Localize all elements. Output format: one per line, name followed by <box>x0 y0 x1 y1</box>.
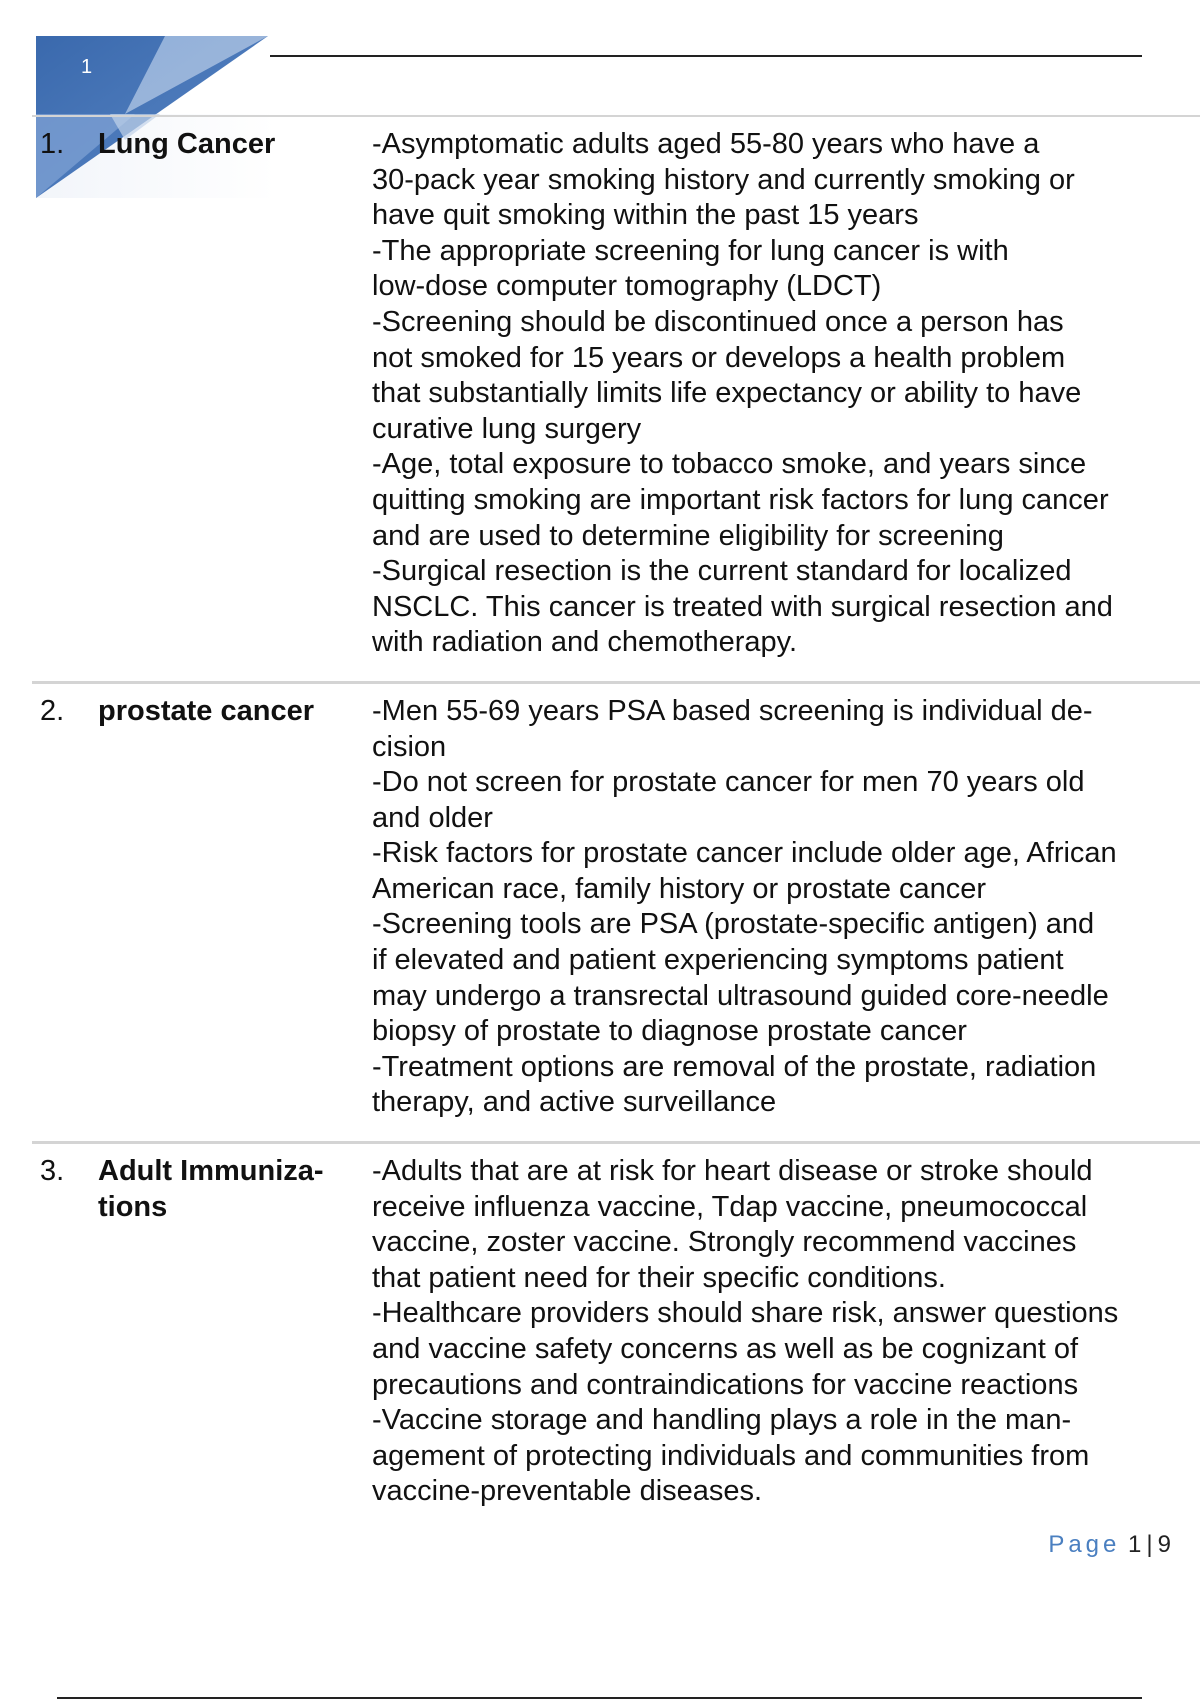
row-description-line: -Screening should be discontinued once a person has <box>372 305 1064 338</box>
row-description-line: that substantially limits life expectancy or ability to have <box>372 377 1082 410</box>
row-description-line: have quit smoking within the past 15 years <box>372 199 919 232</box>
row-description-line: NSCLC. This cancer is treated with surgical resection and <box>372 590 1113 623</box>
row-description <box>372 694 1200 1121</box>
page-footer-label <box>1048 1531 1172 1559</box>
row-description-line: 30-pack year smoking history and currently smoking or <box>372 163 1075 196</box>
row-number: 2. <box>40 694 65 727</box>
row-title <box>98 127 372 661</box>
row-description-line: vaccine-preventable diseases. <box>372 1475 763 1508</box>
row-description-line: -The appropriate screening for lung cancer is with <box>372 234 1009 267</box>
row-description-line: -Vaccine storage and handling plays a role in the man- <box>372 1404 1072 1437</box>
row-number: 3. <box>40 1155 65 1188</box>
row-description-line: not smoked for 15 years or develops a health problem <box>372 341 1066 374</box>
row-description-line: -Do not screen for prostate cancer for men 70 years old <box>372 766 1085 799</box>
row-title <box>98 694 372 1121</box>
row-description-line: and are used to determine eligibility for screening <box>372 519 1004 552</box>
row-description-line: cision <box>372 730 447 763</box>
row-description-line: -Men 55-69 years PSA based screening is individual de- <box>372 694 1093 727</box>
row-title-line: Lung Cancer <box>98 128 276 160</box>
page-total: 9 <box>1157 1531 1172 1558</box>
row-description-line: if elevated and patient experiencing symptoms patient <box>372 944 1064 977</box>
row-description-line: -Asymptomatic adults aged 55-80 years who have a <box>372 128 1040 160</box>
screening-topics-table <box>32 115 1200 1530</box>
row-description-line: receive influenza vaccine, Tdap vaccine, pneumococcal <box>372 1190 1088 1223</box>
row-description-line: may undergo a transrectal ultrasound guided core-needle <box>372 979 1109 1012</box>
row-description-line: quitting smoking are important risk factors for lung cancer <box>372 483 1109 516</box>
row-description-line: vaccine, zoster vaccine. Strongly recommend vaccines <box>372 1226 1077 1259</box>
row-description-line: and vaccine safety concerns as well as be cognizant of <box>372 1333 1079 1365</box>
row-description-line: -Age, total exposure to tobacco smoke, and years since <box>372 448 1087 481</box>
row-description-line: -Risk factors for prostate cancer include older age, African <box>372 837 1117 870</box>
row-description-line: precautions and contraindications for vaccine reactions <box>372 1368 1079 1401</box>
row-description-line: -Screening tools are PSA (prostate-specific antigen) and <box>372 908 1095 941</box>
row-title-line: Adult Immuniza- <box>98 1155 324 1188</box>
row-number: 1. <box>40 128 65 160</box>
row-title-line: tions <box>98 1190 168 1223</box>
row-title-line: prostate cancer <box>98 694 314 727</box>
table-row <box>32 1144 1200 1530</box>
row-description-line: therapy, and active surveillance <box>372 1086 777 1119</box>
row-description <box>372 127 1200 661</box>
row-description-line: American race, family history or prostate cancer <box>372 872 987 905</box>
row-description-line: that patient need for their specific conditions. <box>372 1261 946 1294</box>
row-description-line: -Surgical resection is the current standard for localized <box>372 555 1072 588</box>
table-row <box>32 684 1200 1144</box>
table-row <box>32 117 1200 684</box>
header-rule <box>270 55 1142 57</box>
table-rows <box>32 117 1200 1530</box>
row-description-line: low-dose computer tomography (LDCT) <box>372 270 882 303</box>
row-description-line: biopsy of prostate to diagnose prostate cancer <box>372 1015 967 1048</box>
row-description-line: -Treatment options are removal of the prostate, radiation <box>372 1050 1097 1083</box>
header-page-number: 1 <box>81 56 93 78</box>
row-description-line: curative lung surgery <box>372 412 642 445</box>
row-description-line: agement of protecting individuals and communities from <box>372 1439 1090 1472</box>
row-description <box>372 1154 1200 1510</box>
footer-rule <box>57 1697 1142 1699</box>
page-separator: | <box>1146 1531 1154 1558</box>
page-word: Page <box>1048 1531 1121 1558</box>
row-description-line: -Healthcare providers should share risk, answer questions <box>372 1297 1119 1330</box>
row-description-line: and older <box>372 801 493 834</box>
row-description-line: with radiation and chemotherapy. <box>372 626 798 659</box>
row-title <box>98 1154 372 1510</box>
page-current: 1 <box>1128 1531 1143 1558</box>
row-description-line: -Adults that are at risk for heart disease or stroke should <box>372 1155 1093 1188</box>
